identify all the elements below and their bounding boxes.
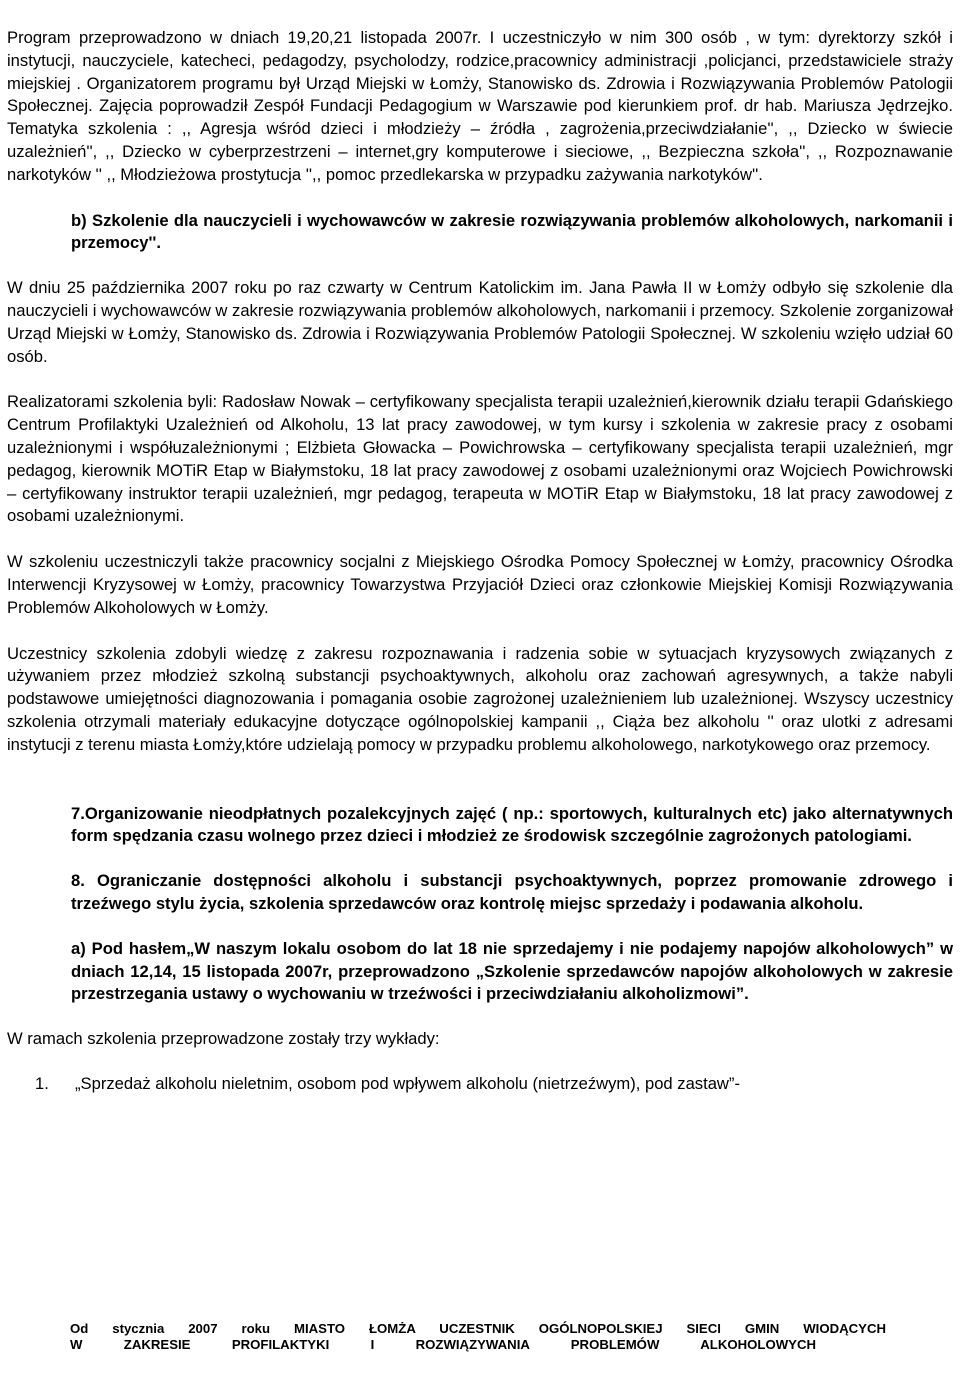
page-footer [70, 1321, 886, 1354]
section-heading-a: a) Pod hasłem„W naszym lokalu osobom do lat 18 nie sprzedajemy i nie podajemy napojów alkoholowych” w dniach 12,14, 15 listopada 2007r, przeprowadzono „Szkolenie sprzedawców napojów alkoholowych w zakresie przestrzegania ustawy o wychowaniu w trzeźwości i przeciwdziałaniu alkoholizmowi”. [71, 938, 953, 1004]
list-item-number: 1. [35, 1073, 49, 1093]
footer-line-1: Od stycznia 2007 roku MIASTO ŁOMŻA UCZESTNIK OGÓLNOPOLSKIEJ SIECI GMIN WIODĄCYCH [70, 1321, 886, 1336]
footer-line-2: W ZAKRESIE PROFILAKTYKI I ROZWIĄZYWANIA PROBLEMÓW ALKOHOLOWYCH [70, 1337, 816, 1353]
paragraph-outcomes: Uczestnicy szkolenia zdobyli wiedzę z zakresu rozpoznawania i radzenia sobie w sytuacjach kryzysowych związanych z używaniem przez młodzież szkolną substancji psychoaktywnych, alkoholu oraz zachowań agresywnych, a także nabyli podstawowe umiejętności diagnozowania i pomagania osobie zagrożonej uzależnieniem lub uzależnionej. Wszyscy uczestnicy szkolenia otrzymali materiały edukacyjne dotyczące ogólnopolskiej kampanii ,, Ciąża bez alkoholu '' oraz ulotki z adresami instytucji z terenu miasta Łomży,które udzielają pomocy w przypadku problemu alkoholowego, narkotykowego oraz przemocy. [7, 643, 953, 754]
paragraph-participants: W szkoleniu uczestniczyli także pracownicy socjalni z Miejskiego Ośrodka Pomocy Społecznej w Łomży, pracownicy Ośrodka Interwencji Kryzysowej w Łomży, pracownicy Towarzystwa Przyjaciół Dzieci oraz członkowie Miejskiej Komisji Rozwiązywania Problemów Alkoholowych w Łomży. [7, 552, 953, 617]
list-item [35, 1073, 953, 1096]
paragraph-lectures-intro: W ramach szkolenia przeprowadzone zostały trzy wykłady: [7, 1029, 440, 1049]
section-heading-7: 7.Organizowanie nieodpłatnych pozalekcyjnych zajęć ( np.: sportowych, kulturalnych etc) jako alternatywnych form spędzania czasu wolnego przez dzieci i młodzież ze środowisk szczególnie zagrożonych patologiami. [71, 803, 953, 846]
section-heading-b: b) Szkolenie dla nauczycieli i wychowawców w zakresie rozwiązywania problemów alkoholowych, narkomanii i przemocy''. [71, 210, 953, 253]
document-body [7, 27, 953, 1096]
paragraph-teacher-training: W dniu 25 października 2007 roku po raz czwarty w Centrum Katolickim im. Jana Pawła II w Łomży odbyło się szkolenie dla nauczycieli i wychowawców w zakresie rozwiązywania problemów alkoholowych, narkomanii i przemocy. Szkolenie zorganizował Urząd Miejski w Łomży, Stanowisko ds. Zdrowia i Rozwiązywania Problemów Patologii Społecznej. W szkoleniu wzięło udział 60 osób. [7, 278, 953, 366]
paragraph-program-summary: Program przeprowadzono w dniach 19,20,21 listopada 2007r. I uczestniczyło w nim 300 osób , w tym: dyrektorzy szkół i instytucji, nauczyciele, katecheci, pedagodzy, psycholodzy, rodzice,pracownicy administracji ,policjanci, przedstawiciele straży miejskiej . Organizatorem programu był Urząd Miejski w Łomży, Stanowisko ds. Zdrowia i Rozwiązywania Problemów Patologii Społecznej. Zajęcia poprowadził Zespół Fundacji Pedagogium w Warszawie pod kierunkiem prof. dr hab. Mariusza Jędrzejko. Tematyka szkolenia : ,, Agresja wśród dzieci i młodzieży – źródła , zagrożenia,przeciwdziałanie'', ,, Dziecko w świecie uzależnień'', ,, Dziecko w cyberprzestrzeni – internet,gry komputerowe i sieciowe, ,, Bezpieczna szkoła'', ,, Rozpoznawanie narkotyków '' ,, Młodzieżowa prostytucja '',, pomoc przedlekarska w przypadku zażywania narkotyków''. [7, 28, 953, 184]
section-heading-8: 8. Ograniczanie dostępności alkoholu i substancji psychoaktywnych, poprzez promowanie zdrowego i trzeźwego stylu życia, szkolenia sprzedawców oraz kontrolę miejsc sprzedaży i podawania alkoholu. [71, 871, 953, 913]
list-item-text: „Sprzedaż alkoholu nieletnim, osobom pod wpływem alkoholu (nietrzeźwym), pod zastaw”- [75, 1073, 740, 1093]
paragraph-trainers: Realizatorami szkolenia byli: Radosław Nowak – certyfikowany specjalista terapii uzależnień,kierownik działu terapii Gdańskiego Centrum Profilaktyki Uzależnień od Alkoholu, 13 lat pracy zawodowej, w tym kursy i szkolenia w zakresie pracy z osobami uzależnionymi i współuzależnionymi ; Elżbieta Głowacka – Powichrowska – certyfikowany specjalista terapii uzależnień, mgr pedagog, kierownik MOTiR Etap w Białymstoku, 18 lat pracy zawodowej z osobami uzależnionymi oraz Wojciech Powichrowski – certyfikowany instruktor terapii uzależnień, mgr pedagog, terapeuta w MOTiR Etap w Białymstoku, 18 lat pracy zawodowej z osobami uzależnionymi. [7, 392, 953, 526]
